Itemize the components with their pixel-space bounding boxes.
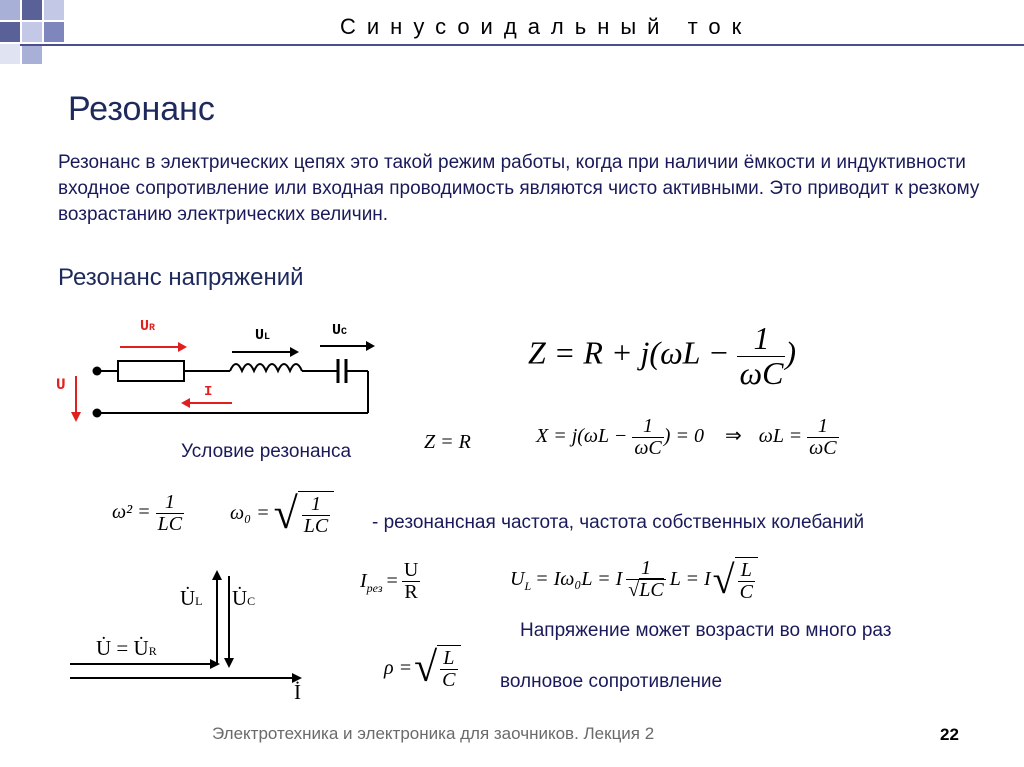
resonance-condition-label: Условие резонанса	[181, 441, 352, 462]
footer-text: Электротехника и электроника для заочников. Лекция 2	[212, 724, 655, 743]
impedance-formula: Z = R + j(ωL − $\frac{1}{\omega C}$ )	[528, 320, 797, 391]
header-title: Синусоидальный ток	[340, 14, 753, 39]
ul-resonance-formula: U L = Iω₀L = I $\frac{1}{√LC}$ L = I √ $\frac{L}{C}$	[510, 556, 758, 603]
definition-text: Резонанс в электрических цепях это такой режим работы, когда при наличии ёмкости и индуктивности входное сопротивление или входная проводимость являются чисто активными. Это приводит к резкому возрастанию электрических величин.	[58, 152, 980, 225]
phasor-i-label: İ	[294, 680, 301, 704]
label-ur: UR	[140, 318, 156, 335]
phasor-u-ur-label: U̇ = U̇R	[96, 636, 157, 660]
label-ul: UL	[255, 327, 271, 344]
reactance-formula: X = j(ωL − $\frac{1}{\omega C}$ ) = 0 ⇒ ωL = $\frac{1}{\omega C}$	[536, 415, 837, 459]
resonant-frequency-label: - резонансная частота, частота собственных колебаний	[372, 512, 865, 533]
omega0-formula: ω₀ = √ $\frac{1}{LC}$	[230, 488, 334, 539]
slide-title: Резонанс	[68, 90, 215, 128]
header-rule	[20, 44, 1024, 46]
label-u: U	[56, 376, 66, 394]
page-number: 22	[940, 725, 959, 744]
rho-formula: ρ = √ $\frac{L}{C}$	[384, 644, 461, 692]
phasor-ul-label: U̇L	[180, 586, 203, 610]
wave-impedance-label: волновое сопротивление	[500, 671, 723, 692]
label-i: I	[204, 384, 213, 400]
omega-squared-formula: ω² = $\frac{1}{LC}$	[112, 491, 183, 535]
label-uc: UC	[332, 322, 348, 339]
voltage-increase-note: Напряжение может возрасти во много раз	[520, 620, 892, 641]
i-resonance-formula: I рез = $\frac{U}{R}$	[360, 559, 419, 603]
section-subtitle: Резонанс напряжений	[58, 264, 304, 291]
phasor-uc-label: U̇C	[232, 586, 256, 610]
z-equals-r: Z = R	[424, 431, 471, 453]
inductor-icon	[230, 364, 302, 371]
resistor-icon	[118, 361, 184, 381]
